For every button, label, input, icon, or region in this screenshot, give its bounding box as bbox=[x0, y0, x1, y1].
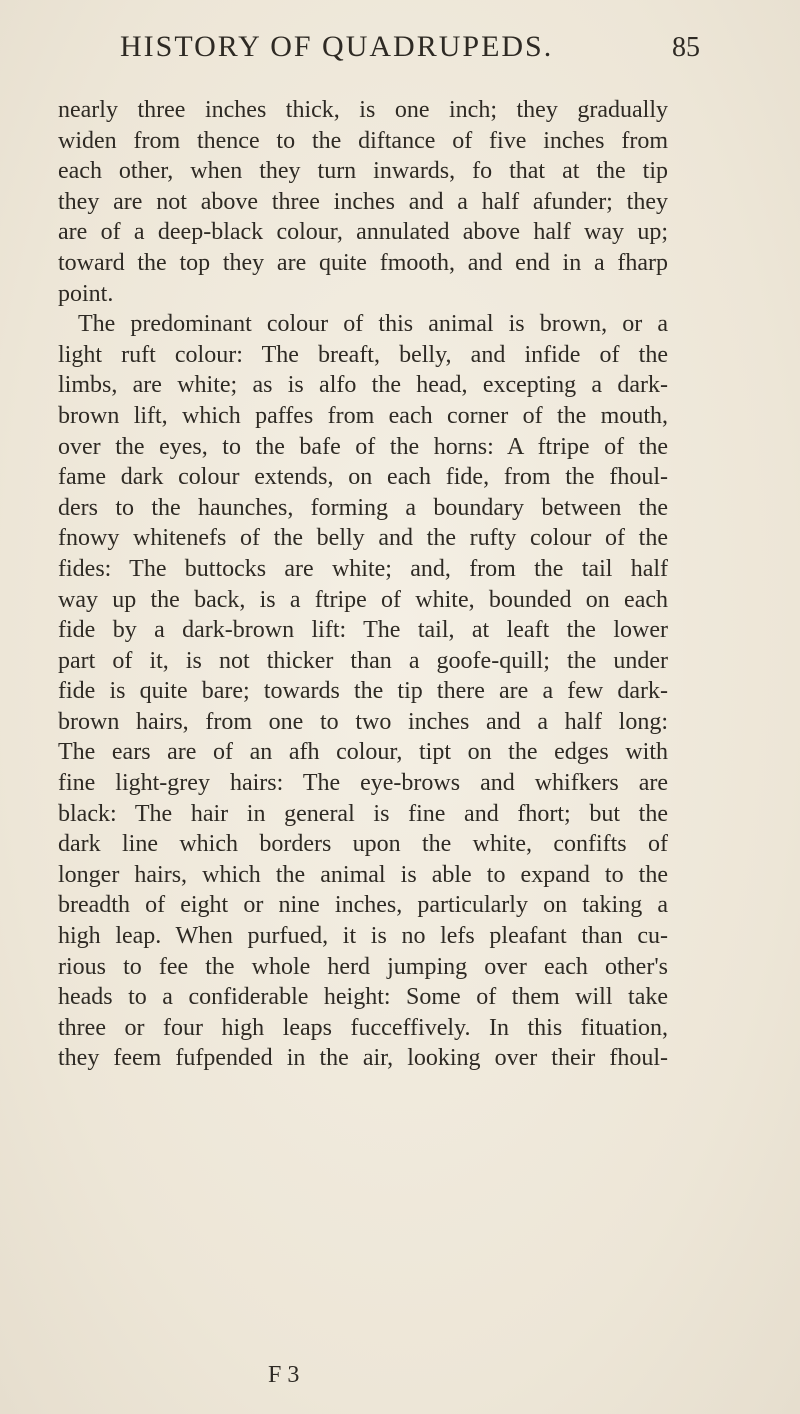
text-line: toward the top they are quite fmooth, and end in a fharp bbox=[58, 249, 668, 276]
text-line: fine light-grey hairs: The eye-brows and whifkers are bbox=[58, 770, 668, 797]
text-line: fide is quite bare; towards the tip there are a few dark- bbox=[58, 678, 668, 705]
signature-mark: F 3 bbox=[268, 1362, 300, 1388]
text-line: The ears are of an afh colour, tipt on the edges with bbox=[58, 739, 668, 766]
text-line: The predominant colour of this animal is brown, or a bbox=[78, 311, 668, 338]
text-line: are of a deep-black colour, annulated above half way up; bbox=[58, 219, 668, 246]
text-line: rious to fee the whole herd jumping over each other's bbox=[58, 953, 668, 980]
text-line: three or four high leaps fucceffively. In this fituation, bbox=[58, 1014, 668, 1041]
page-header bbox=[120, 30, 700, 80]
text-line: dark line which borders upon the white, confifts of bbox=[58, 831, 668, 858]
text-line: part of it, is not thicker than a goofe-quill; the under bbox=[58, 647, 668, 674]
text-line: longer hairs, which the animal is able to expand to the bbox=[58, 861, 668, 888]
text-line: they feem fufpended in the air, looking over their fhoul- bbox=[58, 1045, 668, 1072]
text-line: fides: The buttocks are white; and, from the tail half bbox=[58, 555, 668, 582]
text-line: breadth of eight or nine inches, particularly on taking a bbox=[58, 892, 668, 919]
text-line: point. bbox=[58, 280, 114, 307]
text-line: brown lift, which paffes from each corner of the mouth, bbox=[58, 402, 668, 429]
text-line: widen from thence to the diftance of five inches from bbox=[58, 127, 668, 154]
text-line: light ruft colour: The breaft, belly, and infide of the bbox=[58, 341, 668, 368]
text-line: fnowy whitenefs of the belly and the rufty colour of the bbox=[58, 525, 668, 552]
text-line: nearly three inches thick, is one inch; they gradually bbox=[58, 97, 668, 123]
text-line: limbs, are white; as is alfo the head, excepting a dark- bbox=[58, 372, 668, 399]
text-line: each other, when they turn inwards, fo that at the tip bbox=[58, 158, 668, 185]
body-text bbox=[58, 95, 668, 1074]
text-line: they are not above three inches and a half afunder; they bbox=[58, 188, 668, 215]
running-head: HISTORY OF QUADRUPEDS. bbox=[120, 30, 554, 63]
text-line: brown hairs, from one to two inches and a half long: bbox=[58, 708, 668, 735]
text-line: fame dark colour extends, on each fide, from the fhoul- bbox=[58, 464, 668, 491]
text-line: fide by a dark-brown lift: The tail, at leaft the lower bbox=[58, 617, 668, 644]
text-line: over the eyes, to the bafe of the horns: A ftripe of the bbox=[58, 433, 668, 460]
text-line: way up the back, is a ftripe of white, bounded on each bbox=[58, 586, 668, 613]
text-line: ders to the haunches, forming a boundary between the bbox=[58, 494, 668, 521]
text-line: high leap. When purfued, it is no lefs pleafant than cu- bbox=[58, 923, 668, 950]
text-line: heads to a confiderable height: Some of them will take bbox=[58, 984, 668, 1011]
page-number: 85 bbox=[672, 32, 700, 63]
text-line: black: The hair in general is fine and fhort; but the bbox=[58, 800, 668, 827]
